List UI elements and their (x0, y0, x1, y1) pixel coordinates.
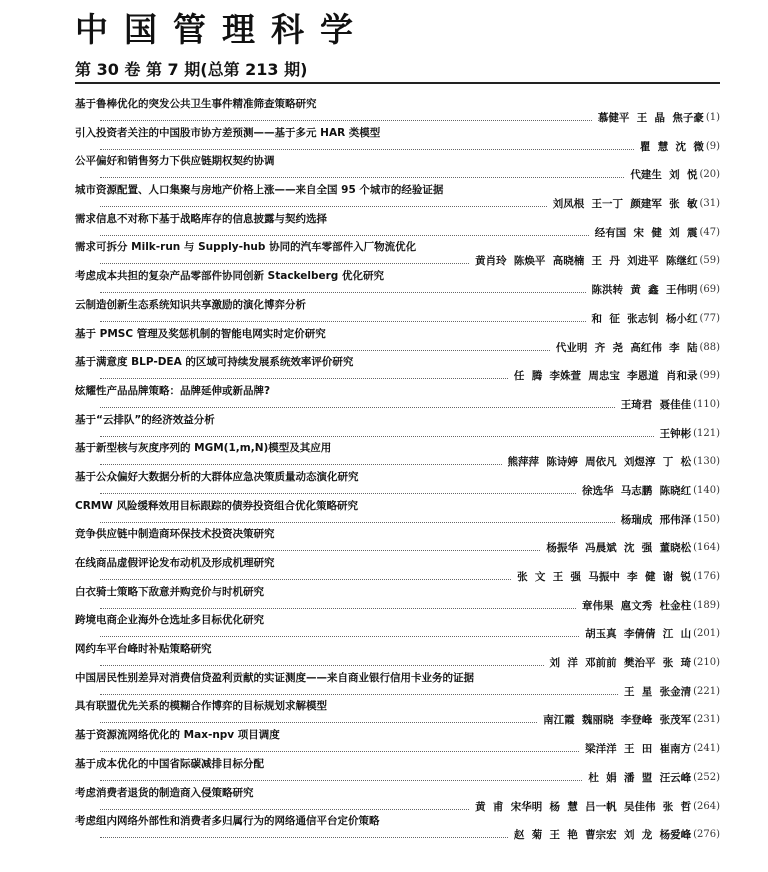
article-page-number: (176) (693, 571, 720, 582)
article-byline (100, 427, 720, 441)
article-title: 网约车平台峰时补贴策略研究 (75, 643, 212, 656)
article-title: 基于“云排队”的经济效益分析 (75, 413, 215, 426)
toc-entry[interactable] (75, 528, 720, 557)
toc-entry[interactable] (75, 643, 720, 672)
article-page-number: (252) (693, 771, 720, 783)
article-page-number: (189) (693, 599, 720, 611)
toc-entry[interactable] (75, 500, 720, 529)
dot-leader (100, 378, 508, 379)
article-page-number: (20) (699, 169, 720, 181)
article-byline (100, 685, 720, 699)
article-byline (100, 570, 720, 584)
dot-leader (100, 206, 547, 207)
article-authors: 代业明 齐 尧 高红伟 李 陆 (555, 341, 698, 354)
table-of-contents (75, 98, 720, 844)
article-title: 具有联盟优先关系的模糊合作博弈的目标规划求解模型 (75, 700, 327, 713)
article-page-number: (9) (705, 140, 720, 152)
toc-entry[interactable] (75, 471, 720, 500)
article-authors: 任 腾 李姝萱 周忠宝 李恩道 肖和录 (513, 370, 698, 383)
article-authors: 刘 洋 邓前前 樊治平 张 琦 (549, 657, 692, 670)
article-authors: 章伟果 扈文秀 杜金柱 (581, 599, 692, 612)
article-page-number: (264) (693, 800, 720, 812)
article-byline (100, 742, 720, 756)
dot-leader (100, 665, 544, 666)
toc-entry[interactable] (75, 758, 720, 787)
article-byline (100, 541, 720, 555)
article-byline (100, 168, 720, 182)
article-authors: 张 文 王 强 马振中 李 健 谢 锐 (517, 571, 692, 583)
toc-entry[interactable] (75, 213, 720, 242)
article-title: CRMW 风险缓释效用目标跟踪的债券投资组合优化策略研究 (75, 499, 358, 512)
article-byline (100, 369, 720, 383)
toc-entry[interactable] (75, 155, 720, 184)
dot-leader (100, 292, 586, 293)
article-title: 云制造创新生态系统知识共享激励的演化博弈分析 (75, 298, 306, 311)
article-page-number: (59) (699, 255, 720, 267)
article-authors: 杨振华 冯晨斌 沈 强 董晓松 (546, 542, 692, 555)
dot-leader (100, 550, 540, 551)
article-byline (100, 771, 720, 785)
toc-entry[interactable] (75, 586, 720, 615)
article-byline (100, 254, 720, 268)
article-authors: 经有国 宋 健 刘 震 (594, 226, 698, 239)
toc-entry[interactable] (75, 241, 720, 270)
dot-leader (100, 177, 624, 178)
toc-entry[interactable] (75, 442, 720, 471)
dot-leader (100, 464, 502, 465)
article-title: 基于满意度 BLP-DEA 的区域可持续发展系统效率评价研究 (75, 356, 354, 369)
dot-leader (100, 407, 615, 408)
article-byline (100, 656, 720, 670)
article-authors: 王琦君 聂佳佳 (620, 398, 692, 411)
article-title: 在线商品虚假评论发布动机及形成机理研究 (75, 557, 275, 569)
dot-leader (100, 837, 508, 838)
toc-entry[interactable] (75, 815, 720, 844)
article-title: 基于资源流网络优化的 Max-npv 项目调度 (75, 729, 280, 742)
article-page-number: (231) (693, 714, 720, 726)
article-byline (100, 513, 720, 527)
article-byline (100, 599, 720, 613)
article-title: 城市资源配置、人口集聚与房地产价格上涨——来自全国 95 个城市的经验证据 (75, 184, 444, 197)
article-title: 考虑组内网络外部性和消费者多归属行为的网络通信平台定价策略 (75, 815, 380, 828)
toc-entry[interactable] (75, 787, 720, 816)
dot-leader (100, 263, 469, 264)
article-byline (100, 713, 720, 727)
article-title: 基于鲁棒优化的突发公共卫生事件精准筛查策略研究 (75, 98, 317, 110)
dot-leader (100, 608, 576, 609)
article-byline (100, 197, 720, 211)
toc-entry[interactable] (75, 414, 720, 443)
article-title: 跨境电商企业海外仓选址多目标优化研究 (75, 614, 264, 627)
article-title: 基于新型核与灰度序列的 MGM(1,m,N)模型及其应用 (75, 442, 332, 455)
article-title: 基于 PMSC 管理及奖惩机制的智能电网实时定价研究 (75, 327, 326, 340)
article-authors: 徐选华 马志鹏 陈晓红 (581, 484, 692, 497)
article-page-number: (47) (699, 226, 720, 238)
article-authors: 胡玉真 李倩倩 江 山 (585, 628, 692, 641)
article-authors: 杜 娟 潘 盟 汪云峰 (588, 771, 692, 784)
article-byline (100, 312, 720, 326)
article-title: 基于成本优化的中国省际碳减排目标分配 (75, 757, 264, 770)
article-page-number: (210) (693, 657, 720, 669)
dot-leader (100, 579, 511, 580)
article-authors: 刘凤根 王一丁 颜建军 张 敏 (552, 198, 698, 211)
toc-entry[interactable] (75, 184, 720, 213)
article-page-number: (88) (699, 341, 720, 353)
article-byline (100, 455, 720, 469)
article-authors: 梁洋洋 王 田 崔南方 (585, 743, 692, 756)
dot-leader (100, 722, 537, 723)
toc-entry[interactable] (75, 614, 720, 643)
dot-leader (100, 636, 579, 637)
article-title: 考虑消费者退货的制造商入侵策略研究 (75, 786, 254, 799)
dot-leader (100, 751, 579, 752)
article-page-number: (130) (693, 456, 720, 468)
article-page-number: (99) (699, 370, 720, 382)
article-authors: 慕健平 王 晶 焦子豪 (597, 112, 704, 124)
article-title: 考虑成本共担的复杂产品零部件协同创新 Stackelberg 优化研究 (75, 270, 384, 283)
toc-entry[interactable] (75, 729, 720, 758)
article-page-number: (69) (699, 284, 720, 296)
dot-leader (100, 809, 469, 810)
article-page-number: (150) (693, 513, 720, 525)
toc-entry[interactable] (75, 385, 720, 414)
dot-leader (100, 522, 615, 523)
article-byline (100, 111, 720, 125)
journal-title: 中国管理科学 (75, 10, 369, 49)
toc-entry[interactable] (75, 270, 720, 299)
article-byline (100, 398, 720, 412)
article-page-number: (164) (693, 542, 720, 554)
article-title: 公平偏好和销售努力下供应链期权契约协调 (75, 155, 275, 168)
article-title: 竞争供应链中制造商环保技术投资决策研究 (75, 528, 275, 541)
toc-entry[interactable] (75, 557, 720, 586)
article-title: 白衣骑士策略下敌意并购竞价与时机研究 (75, 585, 264, 598)
article-authors: 赵 菊 王 艳 曹宗宏 刘 龙 杨爱峰 (513, 829, 692, 842)
toc-entry[interactable] (75, 299, 720, 328)
article-authors: 黄 甫 宋华明 杨 慧 吕一帆 吴佳伟 张 哲 (475, 800, 692, 813)
article-byline (100, 140, 720, 154)
article-authors: 王钟彬 (659, 427, 692, 440)
toc-entry[interactable] (75, 700, 720, 729)
article-title: 中国居民性别差异对消费信贷盈利贡献的实证测度——来自商业银行信用卡业务的证据 (75, 671, 474, 684)
article-byline (100, 341, 720, 355)
article-authors: 瞿 慧 沈 微 (639, 140, 704, 153)
article-page-number: (31) (699, 198, 720, 210)
article-byline (100, 828, 720, 842)
dot-leader (100, 321, 586, 322)
article-page-number: (121) (693, 427, 720, 439)
article-title: 引入投资者关注的中国股市协方差预测——基于多元 HAR 类模型 (75, 126, 381, 139)
article-page-number: (201) (693, 628, 720, 640)
dot-leader (100, 780, 582, 781)
dot-leader (100, 350, 550, 351)
dot-leader (100, 120, 592, 121)
dot-leader (100, 436, 654, 437)
dot-leader (100, 235, 589, 236)
article-authors: 王 星 张金清 (623, 685, 692, 698)
toc-entry[interactable] (75, 356, 720, 385)
article-authors: 和 征 张志钊 杨小红 (591, 312, 698, 325)
article-authors: 陈洪转 黄 鑫 王伟明 (591, 284, 698, 297)
toc-entry[interactable] (75, 127, 720, 156)
article-page-number: (77) (699, 312, 720, 324)
article-title: 需求可拆分 Milk-run 与 Supply-hub 协同的汽车零部件入厂物流优化 (75, 241, 417, 254)
dot-leader (100, 149, 634, 150)
toc-entry[interactable] (75, 98, 720, 127)
article-byline (100, 627, 720, 641)
article-byline (100, 800, 720, 814)
header-rule (75, 82, 720, 84)
dot-leader (100, 493, 576, 494)
article-authors: 黄肖玲 陈焕平 高晓楠 王 丹 刘进平 陈继红 (475, 255, 698, 268)
article-page-number: (276) (693, 829, 720, 841)
article-authors: 熊萍萍 陈诗婷 周依凡 刘煜淳 丁 松 (507, 456, 692, 469)
article-authors: 南江霞 魏丽晓 李登峰 张茂军 (543, 714, 692, 727)
article-title: 需求信息不对称下基于战略库存的信息披露与契约选择 (75, 212, 327, 225)
dot-leader (100, 694, 618, 695)
article-page-number: (221) (693, 685, 720, 697)
article-page-number: (1) (705, 112, 720, 123)
article-page-number: (110) (693, 398, 720, 410)
article-title: 基于公众偏好大数据分析的大群体应急决策质量动态演化研究 (75, 470, 359, 483)
article-authors: 代建生 刘 悦 (630, 169, 698, 182)
article-page-number: (140) (693, 484, 720, 496)
article-title: 炫耀性产品品牌策略：品牌延伸或新品牌? (75, 384, 271, 397)
issue-line: 第 30 卷 第 7 期(总第 213 期) (75, 60, 308, 79)
article-byline (100, 484, 720, 498)
toc-entry[interactable] (75, 672, 720, 701)
toc-entry[interactable] (75, 328, 720, 357)
article-authors: 杨瑞成 邢伟泽 (620, 513, 692, 526)
article-byline (100, 283, 720, 297)
article-byline (100, 226, 720, 240)
article-page-number: (241) (693, 743, 720, 755)
